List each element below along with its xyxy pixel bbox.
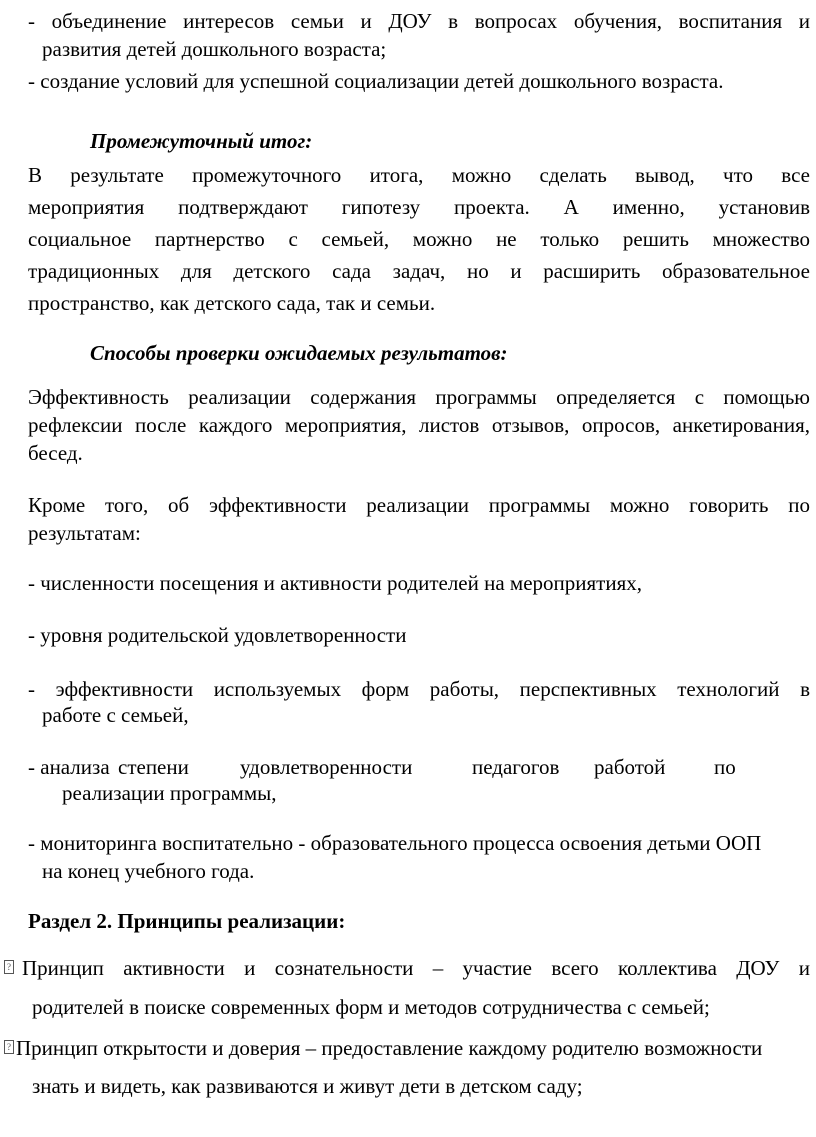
paragraph-line: Эффективность реализации содержания программы определяется с помощью (28, 385, 810, 409)
list-item-line: - создание условий для успешной социализации детей дошкольного возраста. (28, 69, 724, 93)
list-item-line: - численности посещения и активности родителей на мероприятиях, (28, 571, 642, 595)
paragraph-line: рефлексии после каждого мероприятия, листов отзывов, опросов, анкетирования, (28, 413, 810, 437)
list-item-line: развития детей дошкольного возраста; (42, 37, 387, 61)
section-heading: Раздел 2. Принципы реализации: (28, 909, 346, 933)
list-item-line: работе с семьей, (42, 703, 189, 727)
list-item-word: по (714, 755, 736, 779)
paragraph-line: традиционных для детского сада задач, но и расширить образовательное (28, 259, 810, 283)
paragraph-line: мероприятия подтверждают гипотезу проекта. А именно, установив (28, 195, 810, 219)
principle-line: родителей в поиске современных форм и методов сотрудничества с семьей; (32, 995, 710, 1019)
section-heading: Способы проверки ожидаемых результатов: (90, 341, 508, 365)
list-item-line: - эффективности используемых форм работы, перспективных технологий в (28, 677, 810, 701)
list-item-word: педагогов (472, 755, 560, 779)
list-item-line: - объединение интересов семьи и ДОУ в вопросах обучения, воспитания и (28, 9, 810, 33)
list-item-word: работой (594, 755, 666, 779)
paragraph-line: пространство, как детского сада, так и семьи. (28, 291, 436, 315)
list-item-word: степени (118, 755, 189, 779)
principle-line: Принцип активности и сознательности – участие всего коллектива ДОУ и (22, 956, 810, 980)
missing-glyph-bullet-icon (4, 960, 14, 974)
missing-glyph-bullet-icon (4, 1040, 14, 1054)
paragraph-line: результатам: (28, 521, 141, 545)
paragraph-line: социальное партнерство с семьей, можно не только решить множество (28, 227, 810, 251)
paragraph-line: Кроме того, об эффективности реализации программы можно говорить по (28, 493, 810, 517)
list-item-line: - мониторинга воспитательно - образовательного процесса освоения детьми ООП (28, 831, 762, 855)
list-item-line: на конец учебного года. (42, 859, 255, 883)
principle-line: Принцип открытости и доверия – предоставление каждому родителю возможности (16, 1036, 763, 1060)
principle-line: знать и видеть, как развиваются и живут дети в детском саду; (32, 1074, 583, 1098)
section-heading: Промежуточный итог: (90, 129, 313, 153)
paragraph-line: бесед. (28, 441, 83, 465)
list-item-line: - уровня родительской удовлетворенности (28, 623, 407, 647)
list-item-word: удовлетворенности (240, 755, 413, 779)
list-item-line: реализации программы, (62, 781, 277, 805)
paragraph-line: В результате промежуточного итога, можно сделать вывод, что все (28, 163, 810, 187)
list-item-word: - анализа (28, 755, 110, 779)
